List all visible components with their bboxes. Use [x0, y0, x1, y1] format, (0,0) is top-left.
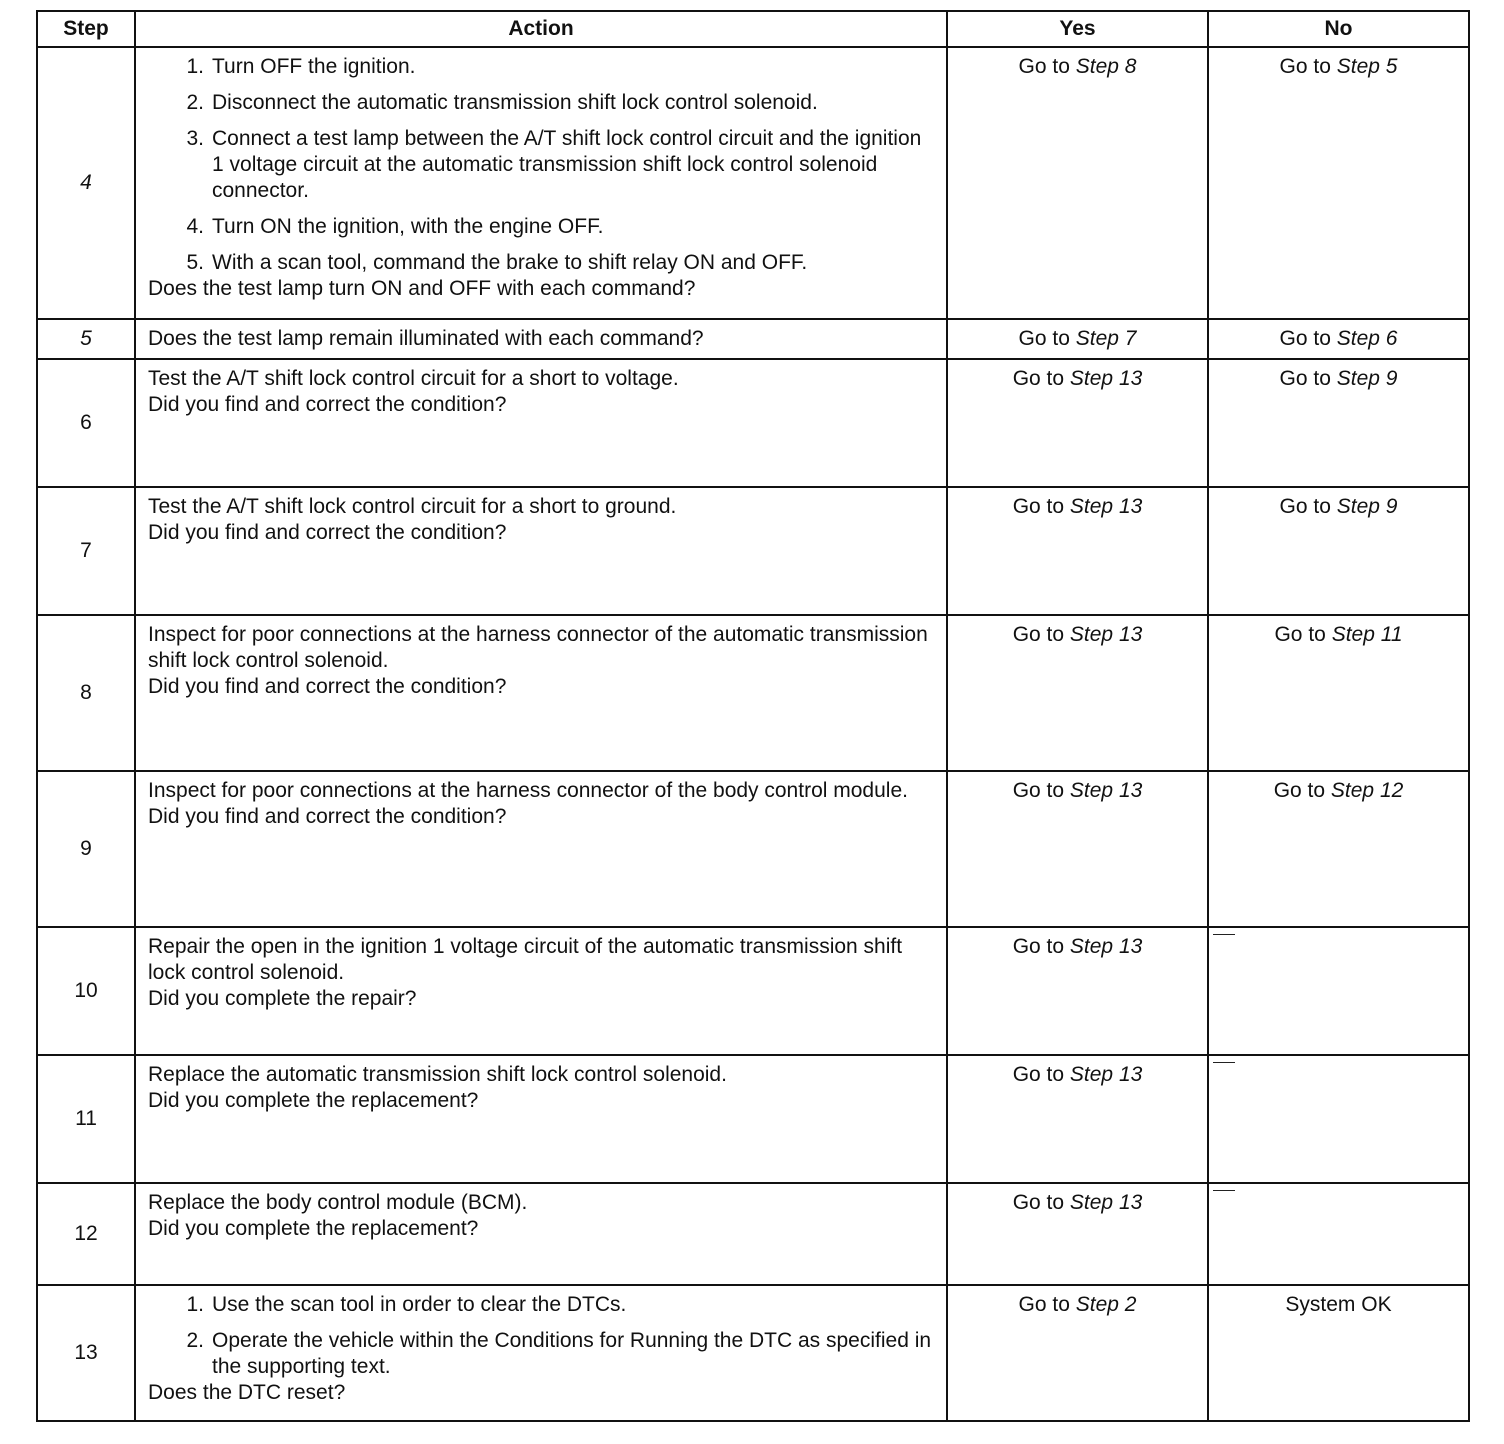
question-text: Does the test lamp turn ON and OFF with each command?: [148, 277, 696, 300]
step-reference: Step 11: [1331, 623, 1403, 646]
substep-text: Disconnect the automatic transmission shift lock control solenoid.: [212, 91, 818, 114]
table-row-step-12: [37, 1183, 1469, 1285]
substep-list: [148, 54, 936, 276]
question-text: Did you complete the repair?: [148, 987, 417, 1010]
substep-text: Turn ON the ignition, with the engine OFF.: [212, 215, 604, 238]
step-number: 13: [37, 1285, 135, 1421]
no-cell: [1208, 615, 1469, 771]
substep-number: 4.: [186, 215, 204, 238]
substep-number: 1.: [186, 1293, 204, 1316]
step-number: 12: [37, 1183, 135, 1285]
question-text: Did you find and correct the condition?: [148, 521, 507, 544]
action-cell: [135, 615, 947, 771]
dash-mark: [1213, 934, 1235, 935]
action-cell: [135, 319, 947, 359]
goto-prefix: Go to: [1018, 327, 1070, 350]
action-text: Test the A/T shift lock control circuit for a short to voltage.: [148, 367, 679, 390]
goto-prefix: Go to: [1012, 935, 1065, 958]
step-reference: Step 2: [1075, 1293, 1137, 1316]
yes-cell: [947, 771, 1208, 927]
action-cell: [135, 1183, 947, 1285]
yes-cell: [947, 47, 1208, 319]
action-cell: [135, 771, 947, 927]
step-number: 8: [37, 615, 135, 771]
action-text: Test the A/T shift lock control circuit for a short to ground.: [148, 495, 677, 518]
table-row-step-8: [37, 615, 1469, 771]
step-number: 6: [37, 359, 135, 487]
step-reference: Step 9: [1336, 367, 1398, 390]
substep-list: [148, 1292, 936, 1380]
step-reference: Step 9: [1336, 495, 1398, 518]
substep-text: Use the scan tool in order to clear the DTCs.: [212, 1293, 627, 1316]
step-reference: Step 13: [1069, 1191, 1143, 1214]
yes-cell: [947, 1285, 1208, 1421]
header-step: Step: [37, 11, 135, 47]
yes-cell: [947, 487, 1208, 615]
step-reference: Step 13: [1069, 367, 1143, 390]
question-text: Did you complete the replacement?: [148, 1089, 479, 1112]
action-text: Repair the open in the ignition 1 voltage circuit of the automatic transmission shift lock control solenoid.: [148, 935, 903, 984]
action-cell: [135, 359, 947, 487]
step-reference: Step 13: [1069, 623, 1143, 646]
header-no: No: [1208, 11, 1469, 47]
yes-cell: [947, 319, 1208, 359]
substep-text: With a scan tool, command the brake to shift relay ON and OFF.: [212, 251, 808, 274]
step-reference: Step 7: [1075, 327, 1137, 350]
substep-text: Operate the vehicle within the Conditions for Running the DTC as specified in the supporting text.: [212, 1329, 932, 1378]
step-reference: Step 12: [1330, 779, 1404, 802]
substep-text: Connect a test lamp between the A/T shift lock control circuit and the ignition 1 voltage circuit at the automatic transmission shift lock control solenoid connector.: [212, 127, 922, 202]
action-cell: [135, 1285, 947, 1421]
no-cell: [1208, 487, 1469, 615]
goto-prefix: Go to: [1012, 779, 1065, 802]
question-text: Does the DTC reset?: [148, 1381, 346, 1404]
goto-prefix: Go to: [1279, 367, 1331, 390]
goto-prefix: Go to: [1018, 1293, 1070, 1316]
substep-text: Turn OFF the ignition.: [212, 55, 416, 78]
goto-prefix: Go to: [1279, 495, 1331, 518]
dash-mark: [1213, 1062, 1235, 1063]
goto-prefix: Go to: [1012, 623, 1065, 646]
no-cell: [1208, 359, 1469, 487]
step-number: 9: [37, 771, 135, 927]
question-text: Did you find and correct the condition?: [148, 675, 507, 698]
yes-cell: [947, 1055, 1208, 1183]
goto-prefix: Go to: [1012, 1191, 1065, 1214]
table-row-step-7: [37, 487, 1469, 615]
action-cell: [135, 927, 947, 1055]
yes-cell: [947, 359, 1208, 487]
step-number: 7: [37, 487, 135, 615]
action-text: Inspect for poor connections at the harness connector of the body control module.: [148, 779, 908, 802]
goto-prefix: Go to: [1012, 495, 1065, 518]
diagnostic-table-sheet: [36, 10, 1468, 1422]
step-number: 10: [37, 927, 135, 1055]
question-text: Does the test lamp remain illuminated with each command?: [148, 327, 704, 350]
no-cell: [1208, 319, 1469, 359]
no-cell: [1208, 927, 1469, 1055]
table-row-step-9: [37, 771, 1469, 927]
table-row-step-5: [37, 319, 1469, 359]
substep: [148, 1328, 936, 1380]
substep: [148, 214, 936, 240]
table-row-step-4: [37, 47, 1469, 319]
goto-prefix: Go to: [1279, 327, 1331, 350]
substep: [148, 250, 936, 276]
action-cell: [135, 47, 947, 319]
step-number: 5: [37, 319, 135, 359]
no-cell: [1208, 771, 1469, 927]
table-row-step-10: [37, 927, 1469, 1055]
table-row-step-11: [37, 1055, 1469, 1183]
dash-mark: [1213, 1190, 1235, 1191]
substep: [148, 54, 936, 80]
step-reference: Step 13: [1069, 935, 1143, 958]
no-cell: [1208, 1285, 1469, 1421]
substep-number: 3.: [186, 127, 204, 150]
yes-cell: [947, 615, 1208, 771]
action-cell: [135, 1055, 947, 1183]
action-text: Inspect for poor connections at the harness connector of the automatic transmission shift lock control solenoid.: [148, 623, 928, 672]
goto-prefix: Go to: [1012, 367, 1065, 390]
substep-number: 2.: [186, 1329, 204, 1352]
result-text: System OK: [1285, 1293, 1392, 1316]
goto-prefix: Go to: [1279, 55, 1331, 78]
substep: [148, 126, 936, 204]
table-row-step-6: [37, 359, 1469, 487]
header-row: [37, 11, 1469, 47]
table-row-step-13: [37, 1285, 1469, 1421]
step-reference: Step 13: [1069, 1063, 1143, 1086]
goto-prefix: Go to: [1012, 1063, 1065, 1086]
yes-cell: [947, 927, 1208, 1055]
goto-prefix: Go to: [1273, 779, 1326, 802]
substep-number: 2.: [186, 91, 204, 114]
step-reference: Step 13: [1069, 495, 1143, 518]
step-number: 11: [37, 1055, 135, 1183]
step-number: 4: [37, 47, 135, 319]
step-reference: Step 8: [1075, 55, 1137, 78]
question-text: Did you complete the replacement?: [148, 1217, 479, 1240]
no-cell: [1208, 47, 1469, 319]
action-text: Replace the automatic transmission shift lock control solenoid.: [148, 1063, 727, 1086]
no-cell: [1208, 1055, 1469, 1183]
step-reference: Step 6: [1336, 327, 1398, 350]
header-action: Action: [135, 11, 947, 47]
substep: [148, 90, 936, 116]
substep: [148, 1292, 936, 1318]
action-cell: [135, 487, 947, 615]
step-reference: Step 5: [1336, 55, 1398, 78]
step-reference: Step 13: [1069, 779, 1143, 802]
question-text: Did you find and correct the condition?: [148, 393, 507, 416]
goto-prefix: Go to: [1018, 55, 1070, 78]
goto-prefix: Go to: [1274, 623, 1326, 646]
yes-cell: [947, 1183, 1208, 1285]
substep-number: 5.: [186, 251, 204, 274]
no-cell: [1208, 1183, 1469, 1285]
action-text: Replace the body control module (BCM).: [148, 1191, 528, 1214]
substep-number: 1.: [186, 55, 204, 78]
question-text: Did you find and correct the condition?: [148, 805, 507, 828]
header-yes: Yes: [947, 11, 1208, 47]
diagnostic-table: [36, 10, 1470, 1422]
